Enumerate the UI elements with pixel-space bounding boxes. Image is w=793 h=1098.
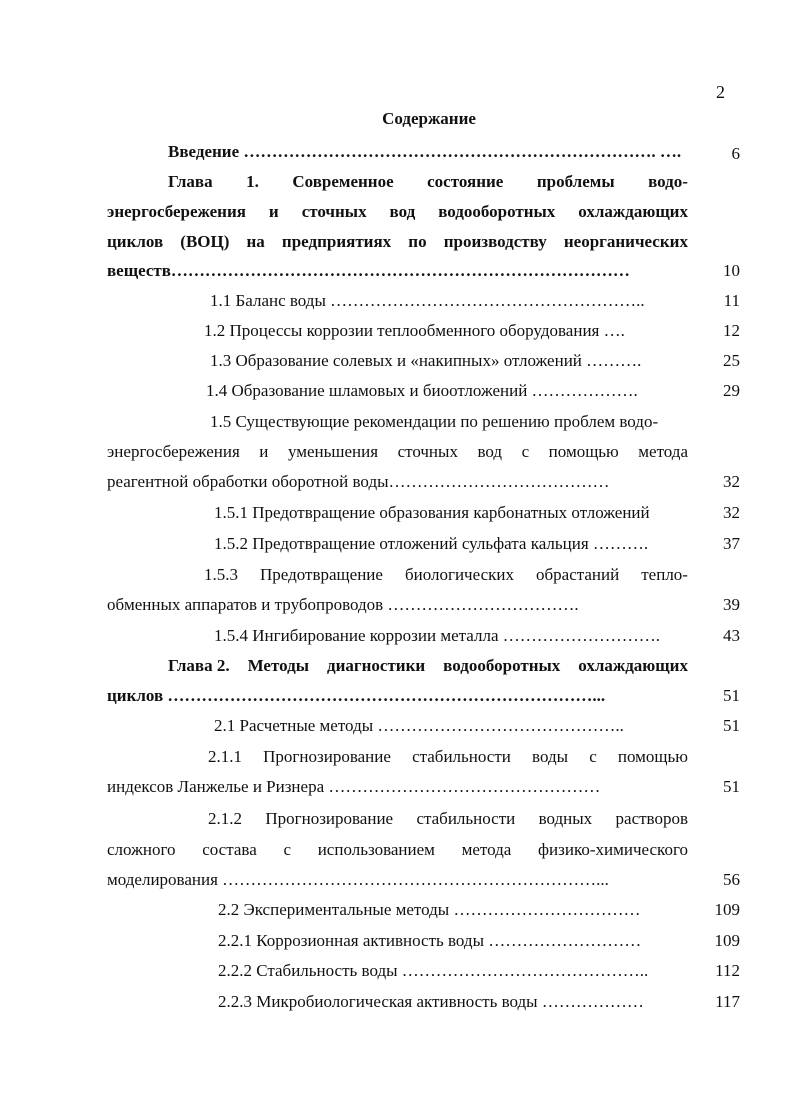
toc-page-number: 37 bbox=[723, 534, 740, 553]
toc-entry-text: 2.1 Расчетные методы …………………………………….. bbox=[214, 716, 624, 735]
toc-page-number: 6 bbox=[731, 144, 740, 163]
toc-entry-text: обменных аппаратов и трубопроводов ……………………………. bbox=[107, 595, 579, 614]
toc-word: водных bbox=[538, 809, 593, 828]
toc-word: Прогнозирование bbox=[265, 809, 394, 828]
toc-page-number: 25 bbox=[723, 351, 740, 370]
toc-entry-text: индексов Ланжелье и Ризнера ………………………………………… bbox=[107, 777, 601, 796]
page-title: Содержание bbox=[382, 109, 476, 128]
toc-word: охлаждающих bbox=[578, 202, 688, 221]
toc-word: на bbox=[246, 232, 265, 251]
toc-entry-2-1-2-line1 bbox=[208, 807, 688, 831]
toc-entry-2-1-2-line2 bbox=[107, 838, 688, 862]
toc-word: и bbox=[268, 202, 279, 221]
toc-word: сточных bbox=[397, 442, 458, 461]
toc-page-number: 43 bbox=[723, 626, 740, 645]
toc-page-number: 12 bbox=[723, 321, 740, 340]
toc-word: обрастаний bbox=[536, 565, 620, 584]
toc-entry-text: 1.3 Образование солевых и «накипных» отложений ………. bbox=[210, 351, 642, 370]
toc-word: 2.1.1 bbox=[208, 747, 242, 766]
toc-word: состояние bbox=[427, 172, 504, 191]
toc-page-number: 39 bbox=[723, 595, 740, 614]
toc-word: сточных bbox=[301, 202, 367, 221]
toc-word: использованием bbox=[317, 840, 435, 859]
toc-entry-text: 2.2.1 Коррозионная активность воды ……………………… bbox=[218, 931, 642, 950]
toc-word: охлаждающих bbox=[578, 656, 688, 675]
toc-entry-text: 1.4 Образование шламовых и биоотложений ………………. bbox=[206, 381, 638, 400]
toc-page-number: 109 bbox=[714, 900, 740, 919]
toc-page-number: 32 bbox=[723, 503, 740, 522]
toc-word: Глава bbox=[168, 172, 213, 191]
toc-word: вод bbox=[389, 202, 416, 221]
toc-entry-1-5-3-line1 bbox=[204, 563, 688, 587]
toc-entry-text: веществ……………………………………………………………………… bbox=[107, 261, 630, 280]
toc-entry-text: Введение ………………………………………………………………. …. bbox=[168, 142, 682, 161]
toc-page-number: 112 bbox=[715, 961, 740, 980]
toc-word: вод bbox=[477, 442, 503, 461]
toc-entry-chapter-1-line1 bbox=[168, 170, 688, 194]
toc-entry-text: 1.5 Существующие рекомендации по решению проблем водо- bbox=[210, 412, 659, 431]
toc-word: помощью bbox=[617, 747, 688, 766]
toc-entry-text: реагентной обработки оборотной воды………………………………… bbox=[107, 472, 610, 491]
toc-word: физико-химического bbox=[538, 840, 688, 859]
toc-word: уменьшения bbox=[287, 442, 379, 461]
toc-word: тепло- bbox=[641, 565, 688, 584]
toc-word: энергосбережения bbox=[107, 202, 246, 221]
toc-word: предприятиях bbox=[281, 232, 392, 251]
toc-word: помощью bbox=[548, 442, 619, 461]
toc-word: метода bbox=[461, 840, 512, 859]
toc-word: неорганических bbox=[563, 232, 688, 251]
toc-entry-text: 2.2 Экспериментальные методы …………………………… bbox=[218, 900, 641, 919]
toc-word: Предотвращение bbox=[260, 565, 383, 584]
toc-entry-1-5-line2 bbox=[107, 440, 688, 464]
toc-entry-text: 1.1 Баланс воды ……………………………………………….. bbox=[210, 291, 645, 310]
toc-word: диагностики bbox=[326, 656, 426, 675]
toc-word: с bbox=[589, 747, 597, 766]
toc-page-number: 32 bbox=[723, 472, 740, 491]
toc-entry-chapter-1-line3 bbox=[107, 230, 688, 254]
toc-word: проблемы bbox=[536, 172, 615, 191]
toc-page-number: 51 bbox=[723, 686, 740, 705]
toc-word: водо- bbox=[648, 172, 688, 191]
toc-word: метода bbox=[638, 442, 688, 461]
toc-page-number: 56 bbox=[723, 870, 740, 889]
toc-entry-text: моделирования …………………………………………………………... bbox=[107, 870, 609, 889]
toc-word: стабильности bbox=[416, 809, 516, 828]
toc-word: с bbox=[283, 840, 291, 859]
toc-word: по bbox=[408, 232, 427, 251]
toc-entry-text: 2.2.3 Микробиологическая активность воды ……………… bbox=[218, 992, 644, 1011]
toc-word: циклов bbox=[107, 232, 164, 251]
toc-word: энергосбережения bbox=[107, 442, 240, 461]
toc-entry-text: 1.5.1 Предотвращение образования карбонатных отложений bbox=[214, 503, 650, 522]
toc-entry-text: 1.2 Процессы коррозии теплообменного оборудования …. bbox=[204, 321, 625, 340]
toc-word: воды bbox=[532, 747, 569, 766]
toc-entry-text: 2.2.2 Стабильность воды …………………………………….. bbox=[218, 961, 649, 980]
toc-word: Методы bbox=[247, 656, 309, 675]
toc-word: биологических bbox=[404, 565, 514, 584]
toc-word: растворов bbox=[615, 809, 688, 828]
toc-page-number: 10 bbox=[723, 261, 740, 280]
toc-page-number: 51 bbox=[723, 716, 740, 735]
toc-word: Прогнозирование bbox=[263, 747, 391, 766]
toc-entry-text: 1.5.4 Ингибирование коррозии металла ………………………. bbox=[214, 626, 660, 645]
toc-word: Глава 2. bbox=[168, 656, 230, 675]
toc-word: 1. bbox=[246, 172, 259, 191]
toc-page-number: 117 bbox=[715, 992, 740, 1011]
toc-word: водооборотных bbox=[438, 202, 556, 221]
toc-word: производству bbox=[443, 232, 547, 251]
toc-word: 2.1.2 bbox=[208, 809, 242, 828]
toc-word: сложного bbox=[107, 840, 176, 859]
toc-word: 1.5.3 bbox=[204, 565, 238, 584]
toc-page-number: 109 bbox=[714, 931, 740, 950]
page-number: 2 bbox=[716, 82, 725, 102]
toc-word: (ВОЦ) bbox=[180, 232, 230, 251]
toc-word: стабильности bbox=[412, 747, 511, 766]
toc-entry-text: 1.5.2 Предотвращение отложений сульфата кальция ………. bbox=[214, 534, 649, 553]
toc-entry-2-1-1-line1 bbox=[208, 745, 688, 769]
toc-page-number: 29 bbox=[723, 381, 740, 400]
toc-word: водооборотных bbox=[443, 656, 561, 675]
toc-word: и bbox=[259, 442, 269, 461]
toc-page-number: 51 bbox=[723, 777, 740, 796]
toc-page-number: 11 bbox=[723, 291, 740, 310]
toc-word: состава bbox=[202, 840, 257, 859]
toc-entry-text: циклов …………………………………………………………………... bbox=[107, 686, 606, 705]
toc-word: с bbox=[521, 442, 530, 461]
toc-entry-chapter-2-line1 bbox=[168, 654, 688, 678]
toc-entry-chapter-1-line2 bbox=[107, 200, 688, 224]
toc-word: Современное bbox=[292, 172, 394, 191]
